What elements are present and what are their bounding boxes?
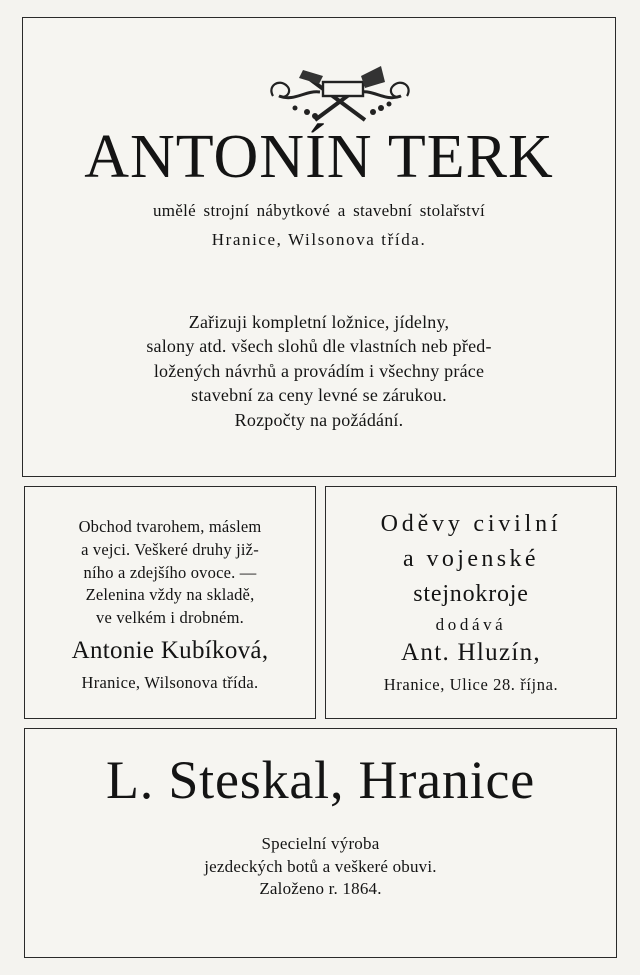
ad-ant-hluzin [325,486,617,719]
body-line: salony atd. všech slohů dle vlastních neb před- [146,336,492,357]
company-title: ANTONÍN TERK [84,123,554,191]
ad-body-text [23,310,615,432]
merchant-address: Hranice, Ulice 28. října. [383,675,559,694]
company-subtitle: umělé strojní nábytkové a stavební stolařství [152,201,486,220]
body-line: Zařizuji kompletní ložnice, jídelny, [188,312,450,332]
ad-antonin-terk [22,17,616,477]
supplies-label: dodává [435,615,507,634]
ad-antonie-kubikova [24,486,316,719]
body-line: Obchod tvarohem, máslem [78,517,262,536]
merchant-address: Hranice, Wilsonova třída. [81,673,259,692]
ad-l-steskal [24,728,617,958]
body-line: Zelenina vždy na skladě, [85,585,255,605]
body-line: Specielní výroba [261,834,380,853]
body-line: ního a zdejšího ovoce. — [83,562,257,582]
company-address: Hranice, Wilsonova třída. [211,230,427,249]
body-line: ve velkém i drobném. [96,608,244,628]
body-line: Založeno r. 1864. [259,879,382,899]
merchant-name: Ant. Hluzín, [401,639,541,666]
headline-line: stejnokroje [413,581,529,607]
carpentry-tools-emblem-icon [265,56,415,126]
body-line: a vejci. Veškeré druhy již- [81,539,259,559]
merchant-name: Antonie Kubíková, [71,637,269,664]
headline-line: Oděvy civilní [380,511,562,537]
body-line: ložených návrhů a provádím i všechny práce [153,360,485,381]
body-line: stavební za ceny levné se zárukou. [191,385,447,406]
headline-line: a vojenské [403,546,539,572]
ad-body-text [25,833,616,901]
body-line: jezdeckých botů a veškeré obuvi. [204,856,437,876]
body-line: Rozpočty na požádání. [234,409,404,430]
ad-body-text [25,516,315,630]
company-title: L. Steskal, Hranice [105,750,536,810]
